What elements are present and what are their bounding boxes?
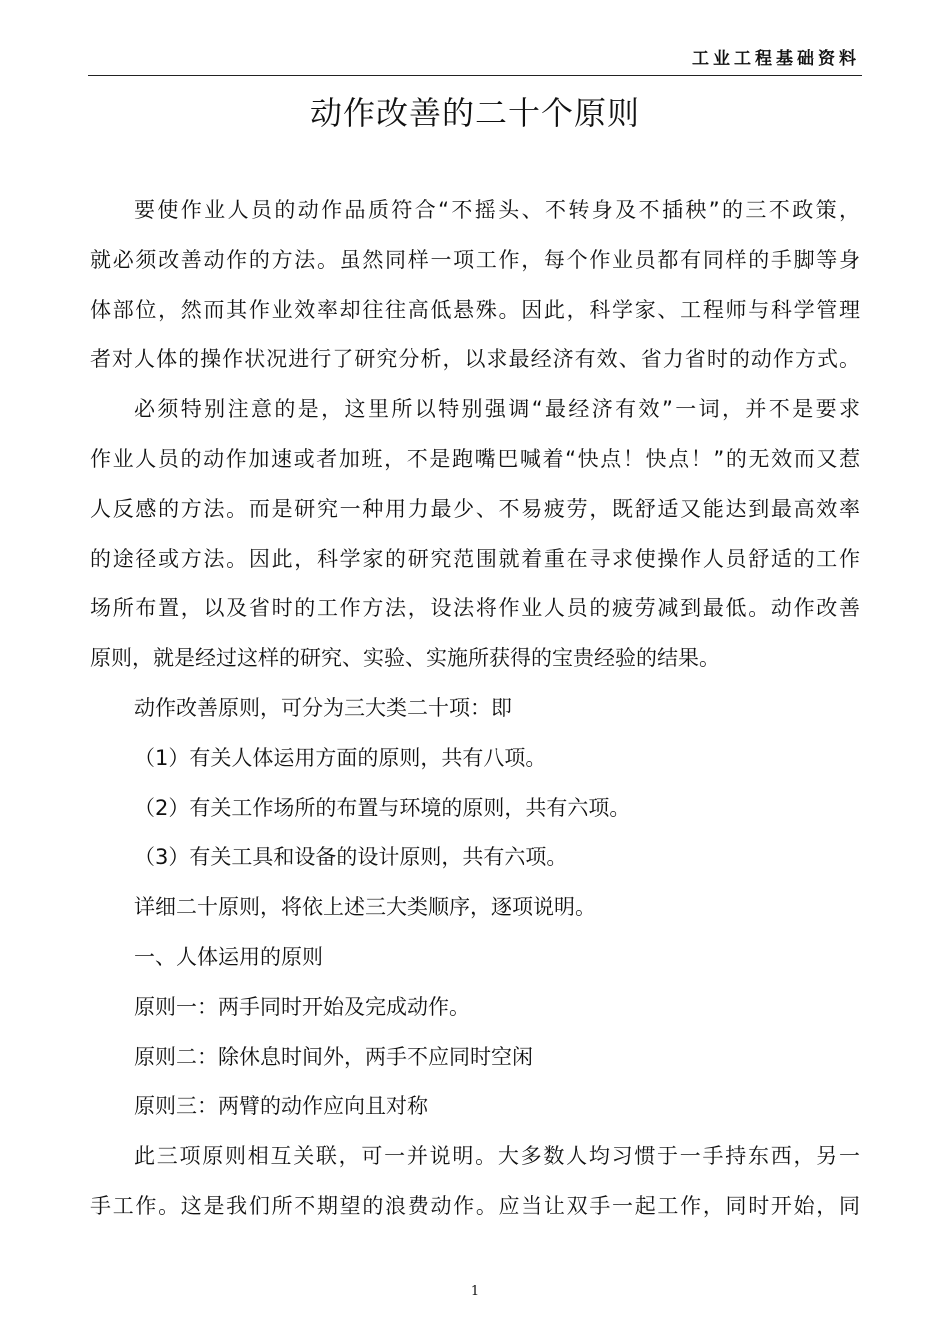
paragraph-line: 必须特别注意的是，这里所以特别强调“最经济有效”一词，并不是要求 (134, 397, 860, 422)
page-number: 1 (470, 1284, 480, 1299)
paragraph-line: 动作改善原则，可分为三大类二十项：即 (134, 695, 512, 720)
list-item: （1）有关人体运用方面的原则，共有八项。 (134, 745, 547, 770)
paragraph-line: 的途径或方法。因此，科学家的研究范围就着重在寻求使操作人员舒适的工作 (90, 546, 860, 571)
principle-item: 原则三：两臂的动作应向且对称 (134, 1094, 428, 1119)
paragraph-line: 详细二十原则，将依上述三大类顺序，逐项说明。 (134, 895, 596, 920)
header-divider (88, 75, 862, 76)
paragraph-line: 人反感的方法。而是研究一种用力最少、不易疲劳，既舒适又能达到最高效率 (90, 496, 860, 521)
paragraph-line: 作业人员的动作加速或者加班，不是跑嘴巴喊着“快点！快点！”的无效而又惹 (90, 446, 860, 471)
paragraph-line: 手工作。这是我们所不期望的浪费动作。应当让双手一起工作，同时开始，同 (90, 1193, 860, 1218)
list-item: （3）有关工具和设备的设计原则，共有六项。 (134, 845, 568, 870)
paragraph-line: 场所布置，以及省时的工作方法，设法将作业人员的疲劳减到最低。动作改善 (90, 596, 860, 621)
paragraph-line: 者对人体的操作状况进行了研究分析，以求最经济有效、省力省时的动作方式。 (90, 347, 860, 372)
paragraph-line: 要使作业人员的动作品质符合“不摇头、不转身及不插秧”的三不政策， (134, 198, 860, 222)
paragraph-line: 此三项原则相互关联，可一并说明。大多数人均习惯于一手持东西，另一 (134, 1144, 860, 1169)
principle-item: 原则二：除休息时间外，两手不应同时空闲 (134, 1044, 533, 1069)
paragraph-line: 体部位，然而其作业效率却往往高低悬殊。因此，科学家、工程师与科学管理 (90, 297, 860, 322)
list-item: （2）有关工作场所的布置与环境的原则，共有六项。 (134, 795, 631, 820)
paragraph-line: 原则，就是经过这样的研究、实验、实施所获得的宝贵经验的结果。 (90, 646, 720, 671)
document-title: 动作改善的二十个原则 (309, 94, 640, 132)
document-body (90, 186, 860, 1232)
header-title: 工业工程基础资料 (692, 49, 860, 69)
paragraph-line: 就必须改善动作的方法。虽然同样一项工作，每个作业员都有同样的手脚等身 (90, 247, 860, 272)
principle-item: 原则一：两手同时开始及完成动作。 (134, 994, 470, 1019)
section-heading: 一、人体运用的原则 (134, 944, 323, 969)
